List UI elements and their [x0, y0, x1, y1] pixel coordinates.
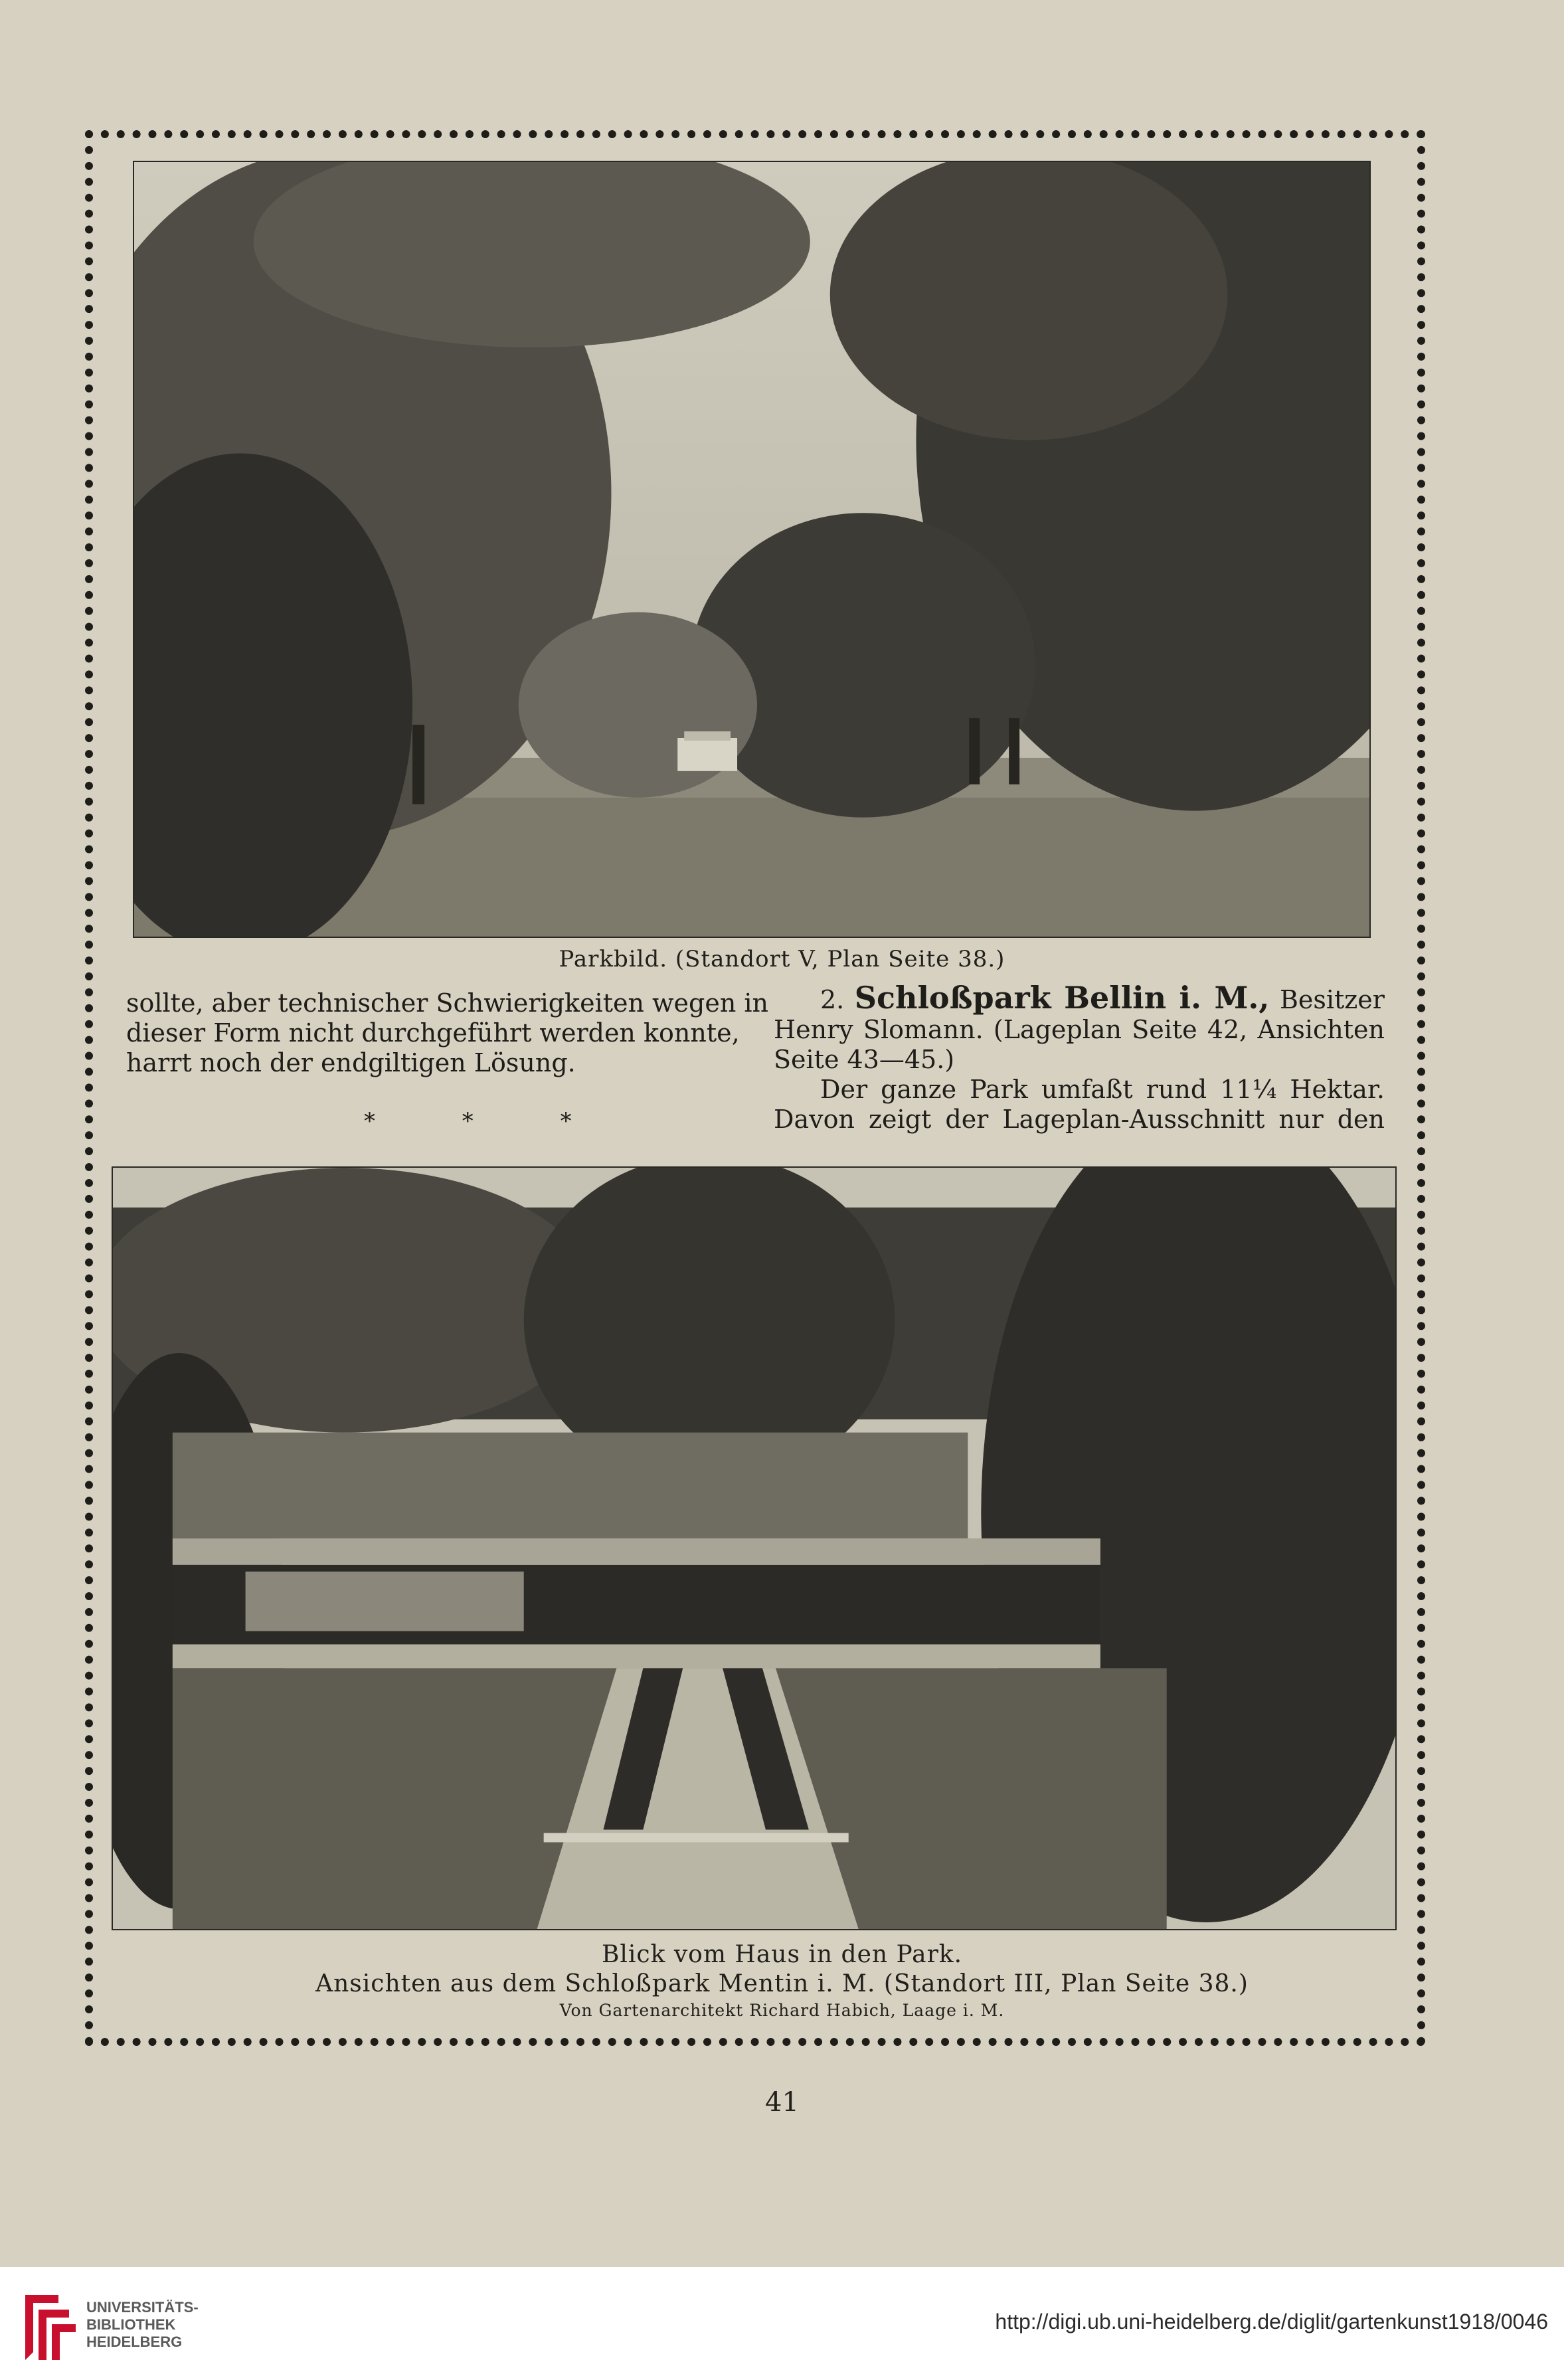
library-logo-icon	[19, 2288, 76, 2367]
library-name-line-3: HEIDELBERG	[86, 2334, 183, 2350]
section-heading: Schloßpark Bellin i. M.,	[854, 980, 1270, 1016]
garden-photo-credit: Von Gartenarchitekt Richard Habich, Laage i. M.	[559, 2001, 1005, 2020]
park-photo-graphic	[134, 162, 1369, 937]
left-line-1: sollte, aber technischer Schwierigkeiten wegen in	[126, 988, 769, 1018]
right-line-3: Seite 43—45.)	[774, 1045, 955, 1074]
page-number: 41	[765, 2087, 799, 2118]
right-line-4: Der ganze Park umfaßt rund 11¼ Hektar.	[820, 1075, 1385, 1104]
left-text-column	[126, 988, 769, 1078]
park-photo	[133, 161, 1371, 938]
right-line-1	[774, 980, 1385, 1016]
library-name-line-2: BIBLIOTHEK	[86, 2316, 176, 2333]
right-line-5: Davon zeigt der Lageplan-Ausschnitt nur den	[774, 1105, 1385, 1134]
left-line-3: harrt noch der endgiltigen Lösung.	[126, 1048, 576, 1077]
right-line-1-rest: Besitzer	[1279, 985, 1385, 1014]
source-url[interactable]: http://digi.ub.uni-heidelberg.de/diglit/gartenkunst1918/0046	[995, 2310, 1548, 2334]
section-number: 2.	[820, 985, 845, 1014]
library-name	[86, 2299, 199, 2351]
library-name-line-1: UNIVERSITÄTS-	[86, 2299, 199, 2316]
library-footer	[0, 2267, 1564, 2380]
right-line-2: Henry Slomann. (Lageplan Seite 42, Ansichten	[774, 1015, 1385, 1044]
section-ornament: * * *	[364, 1108, 612, 1135]
garden-view-graphic	[113, 1168, 1395, 1929]
right-text-column	[774, 980, 1385, 1135]
garden-photo-caption-2: Ansichten aus dem Schloßpark Mentin i. M. (Standort III, Plan Seite 38.)	[315, 1970, 1249, 1997]
garden-view-photo	[112, 1166, 1397, 1930]
garden-photo-caption-1: Blick vom Haus in den Park.	[601, 1941, 963, 1968]
park-photo-caption: Parkbild. (Standort V, Plan Seite 38.)	[559, 946, 1005, 972]
left-line-2: dieser Form nicht durchgeführt werden konnte,	[126, 1018, 740, 1048]
